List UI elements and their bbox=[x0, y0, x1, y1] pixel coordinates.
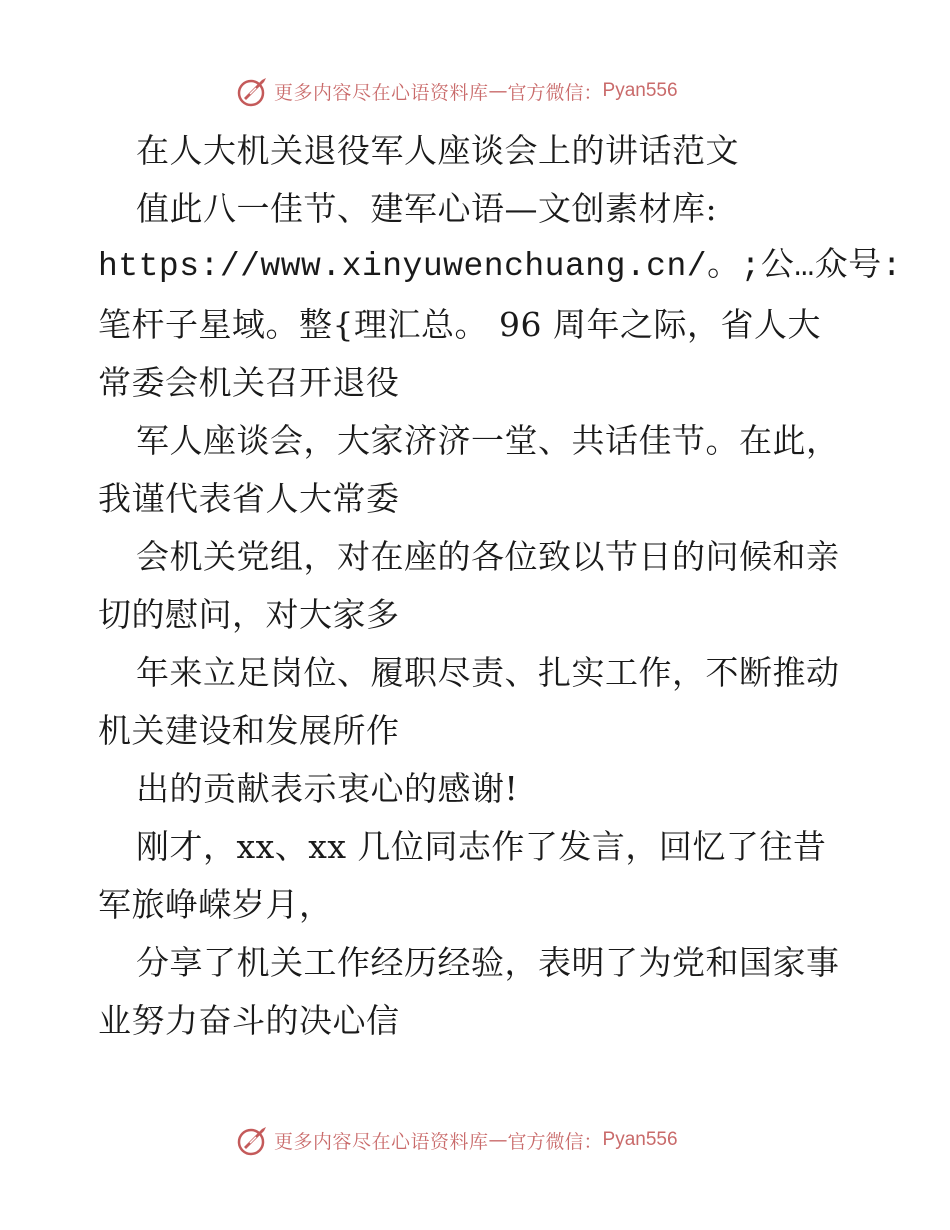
paragraph-line: 出的贡献表示衷心的感谢! bbox=[136, 769, 519, 808]
paragraph-line: 机关建设和发展所作 bbox=[98, 711, 400, 750]
paragraph-line: 笔杆子星域。整{理汇总。 96 周年之际，省人大 bbox=[98, 305, 821, 344]
paragraph-line: 常委会机关召开退役 bbox=[98, 363, 400, 402]
quill-pen-logo-icon bbox=[236, 74, 270, 108]
watermark-contact-label: 官方微信： bbox=[507, 81, 603, 104]
paragraph-line: 业努力奋斗的决心信 bbox=[98, 1001, 400, 1040]
watermark-contact-label: 官方微信： bbox=[507, 1130, 603, 1153]
paragraph-line: 我谨代表省人大常委 bbox=[98, 479, 400, 518]
paragraph-line: 军旅峥嵘岁月， bbox=[98, 885, 333, 924]
paragraph-line: 刚才，xx、xx 几位同志作了发言，回忆了往昔 bbox=[136, 827, 827, 866]
paragraph-line: 切的慰问，对大家多 bbox=[98, 595, 400, 634]
header-watermark bbox=[236, 73, 678, 109]
paragraph-line: 年来立足岗位、履职尽责、扎实工作，不断推动 bbox=[136, 653, 840, 692]
paragraph-line: 值此八一佳节、建军心语—文创素材库: bbox=[136, 189, 718, 228]
watermark-contact-id: Pyan556 bbox=[602, 1129, 678, 1150]
paragraph-line: 军人座谈会，大家济济一堂、共话佳节。在此， bbox=[136, 421, 840, 460]
paragraph-line: 分享了机关工作经历经验，表明了为党和国家事 bbox=[136, 943, 840, 982]
watermark-site-text: 更多内容尽在心语资料库 bbox=[274, 81, 489, 104]
document-title: 在人大机关退役军人座谈会上的讲话范文 bbox=[136, 131, 739, 170]
document-body bbox=[98, 122, 903, 1050]
paragraph-line: 会机关党组，对在座的各位致以节日的问候和亲 bbox=[136, 537, 840, 576]
watermark-separator: — bbox=[488, 80, 508, 102]
quill-pen-logo-icon bbox=[236, 1123, 270, 1157]
footer-watermark bbox=[236, 1122, 678, 1158]
watermark-contact-id: Pyan556 bbox=[602, 80, 678, 101]
watermark-separator: — bbox=[488, 1129, 508, 1151]
watermark-site-text: 更多内容尽在心语资料库 bbox=[274, 1130, 489, 1153]
url-line: https://www.xinyuwenchuang.cn/。;公…众号: bbox=[98, 248, 903, 285]
